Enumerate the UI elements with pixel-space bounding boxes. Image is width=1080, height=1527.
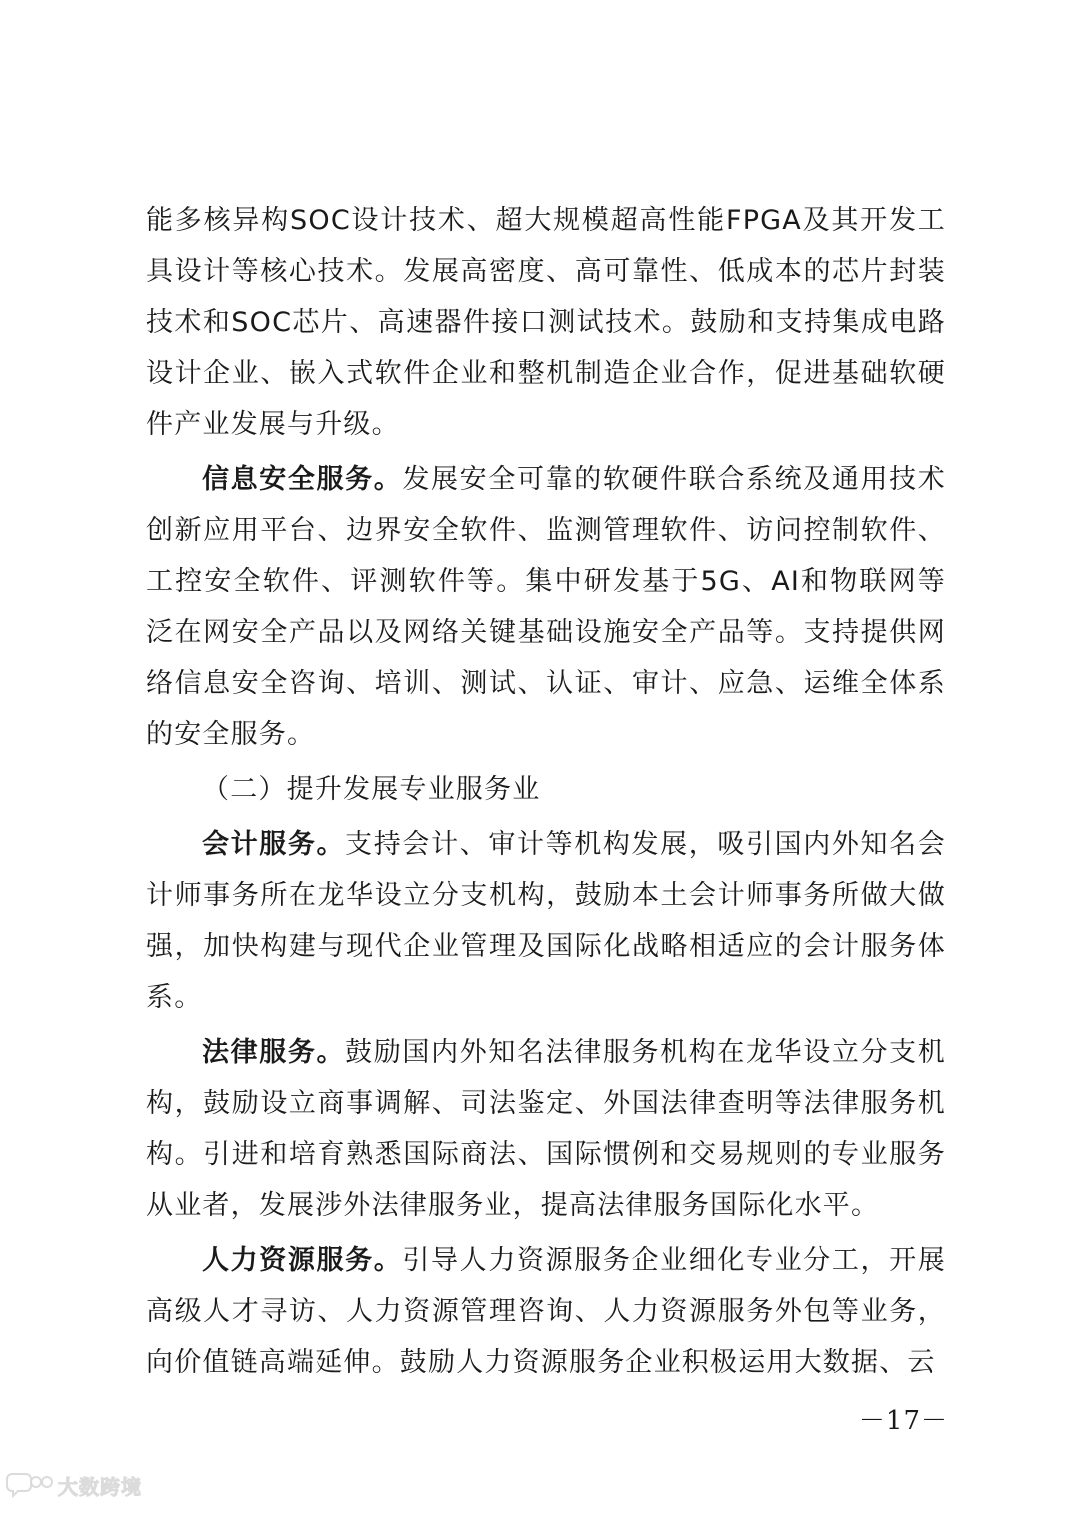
paragraph-text: 能多核异构SOC设计技术、超大规模超高性能FPGA及其开发工具设计等核心技术。发展高密度、高可靠性、低成本的芯片封装技术和SOC芯片、高速器件接口测试技术。鼓励和支持集成电路设计企业、嵌入式软件企业和整机制造企业合作，促进基础软硬件产业发展与升级。	[146, 205, 946, 440]
paragraph-lead: 信息安全服务。	[202, 464, 403, 495]
section-heading: （二）提升发展专业服务业	[202, 774, 541, 805]
watermark	[6, 1470, 142, 1500]
paragraph-hr	[146, 1235, 946, 1388]
document-body	[146, 195, 946, 1392]
paragraph-info-security	[146, 454, 946, 760]
paragraph-text: 发展安全可靠的软硬件联合系统及通用技术创新应用平台、边界安全软件、监测管理软件、访问控制软件、工控安全软件、评测软件等。集中研发基于5G、AI和物联网等泛在网安全产品以及网络关键基础设施安全产品等。支持提供网络信息安全咨询、培训、测试、认证、审计、应急、运维全体系的安全服务。	[146, 464, 946, 750]
chat-bubble-logo-icon	[6, 1470, 54, 1500]
paragraph-legal	[146, 1027, 946, 1231]
paragraph-accounting	[146, 819, 946, 1023]
paragraph-continued	[146, 195, 946, 450]
paragraph-lead: 会计服务。	[202, 829, 346, 860]
paragraph-text: 鼓励国内外知名法律服务机构在龙华设立分支机构，鼓励设立商事调解、司法鉴定、外国法律查明等法律服务机构。引进和培育熟悉国际商法、国际惯例和交易规则的专业服务从业者，发展涉外法律服务业，提高法律服务国际化水平。	[146, 1037, 947, 1221]
page-number: －17－	[858, 1406, 948, 1436]
paragraph-lead: 人力资源服务。	[202, 1245, 403, 1276]
paragraph-text: 引导人力资源服务企业细化专业分工，开展高级人才寻访、人力资源管理咨询、人力资源服务外包等业务，向价值链高端延伸。鼓励人力资源服务企业积极运用大数据、云	[146, 1245, 946, 1378]
paragraph-text: 支持会计、审计等机构发展，吸引国内外知名会计师事务所在龙华设立分支机构，鼓励本土会计师事务所做大做强，加快构建与现代企业管理及国际化战略相适应的会计服务体系。	[146, 829, 947, 1013]
watermark-text: 大数跨境	[58, 1474, 142, 1499]
paragraph-lead: 法律服务。	[202, 1037, 346, 1068]
